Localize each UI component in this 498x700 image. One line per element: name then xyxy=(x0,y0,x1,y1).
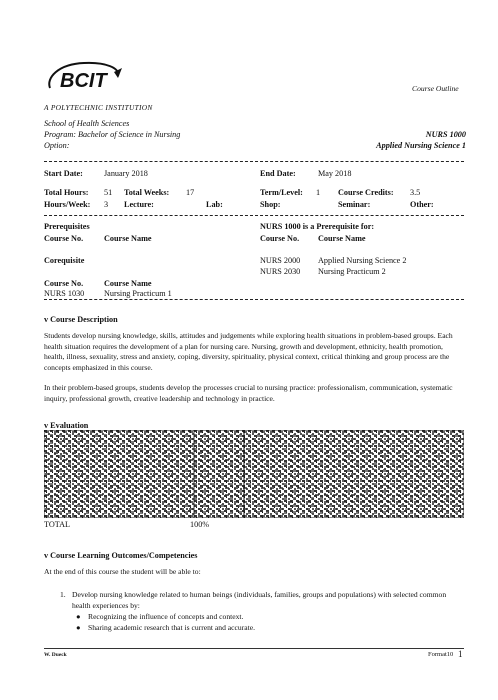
prereq-col-course-name: Course Name xyxy=(104,234,152,243)
list-item: NURS 2000 xyxy=(260,256,301,265)
evaluation-table-scan-noise xyxy=(44,430,464,518)
school-name: School of Health Sciences xyxy=(44,119,130,128)
evaluation-total-label: TOTAL xyxy=(44,520,71,529)
list-item: Recognizing the influence of concepts and context. xyxy=(88,612,244,621)
svg-text:BCIT: BCIT xyxy=(60,70,107,92)
course-description-heading: v Course Description xyxy=(44,315,118,324)
prereq-col-course-no: Course No. xyxy=(44,234,84,243)
prerequisites-heading: Prerequisites xyxy=(44,222,90,231)
list-item: Applied Nursing Science 2 xyxy=(318,256,407,265)
term-level-value: 1 xyxy=(316,188,321,197)
footer-rule xyxy=(44,648,464,649)
coreq-col-course-no: Course No. xyxy=(44,279,84,288)
shop-label: Shop: xyxy=(260,200,281,209)
course-description-paragraph-2: In their problem-based groups, students develop the processes crucial to nursing practice: professionalism, communication, systematic inquiry, professional growth, creative leadership and technology in practice. xyxy=(44,383,453,403)
doc-type: Course Outline xyxy=(412,84,459,93)
evaluation-heading: v Evaluation xyxy=(44,421,89,430)
total-weeks-label: Total Weeks: xyxy=(124,188,170,197)
footer-format: Format10 xyxy=(428,651,454,658)
hours-week-label: Hours/Week: xyxy=(44,200,91,209)
outcome-number: 1. xyxy=(60,590,66,599)
outcome-text: Develop nursing knowledge related to human beings (individuals, families, groups and populations) with selected common health experiences by: xyxy=(72,590,447,610)
lab-label: Lab: xyxy=(206,200,223,209)
start-date-value: January 2018 xyxy=(104,169,148,178)
prereq-for-col-course-no: Course No. xyxy=(260,234,300,243)
seminar-label: Seminar: xyxy=(338,200,371,209)
option-label: Option: xyxy=(44,141,70,150)
course-credits-label: Course Credits: xyxy=(338,188,394,197)
bullet-icon: ● xyxy=(76,623,81,632)
bcit-logo xyxy=(44,58,124,102)
course-description-paragraph: Students develop nursing knowledge, skills, attitudes and judgements while exploring health situations in problem-based groups. Each health situation requires the development of a plan for nursing care. Nursing, growth and development, ethnicity, health promotion, health, illness, sexuality, stress and anxiety, coping, diversity, spirituality, physical context, critical thinking and group process are the concepts emphasized in this course. xyxy=(44,331,453,372)
hours-week-value: 3 xyxy=(104,200,109,209)
start-date-label: Start Date: xyxy=(44,169,83,178)
footer-left: W. Dueck xyxy=(44,652,67,658)
divider xyxy=(44,299,464,300)
prereq-for-col-course-name: Course Name xyxy=(318,234,366,243)
evaluation-total-value: 100% xyxy=(190,520,210,529)
total-hours-value: 51 xyxy=(104,188,113,197)
list-item: Nursing Practicum 2 xyxy=(318,267,386,276)
bullet-icon: ● xyxy=(76,612,81,621)
prerequisite-for-heading: NURS 1000 is a Prerequisite for: xyxy=(260,222,375,231)
total-hours-label: Total Hours: xyxy=(44,188,89,197)
list-item: Sharing academic research that is current and accurate. xyxy=(88,623,255,632)
total-weeks-value: 17 xyxy=(186,188,195,197)
divider xyxy=(44,215,464,216)
course-credits-value: 3.5 xyxy=(410,188,421,197)
lecture-label: Lecture: xyxy=(124,200,154,209)
list-item: NURS 1030 xyxy=(44,289,85,298)
course-code: NURS 1000 xyxy=(425,130,466,139)
learning-outcomes-intro: At the end of this course the student will be able to: xyxy=(44,567,201,576)
page-number: 1 xyxy=(458,649,463,659)
program-name: Program: Bachelor of Science in Nursing xyxy=(44,130,181,139)
list-item: Nursing Practicum 1 xyxy=(104,289,172,298)
logo-tagline: A POLYTECHNIC INSTITUTION xyxy=(44,103,153,112)
end-date-value: May 2018 xyxy=(318,169,352,178)
divider xyxy=(44,161,464,162)
learning-outcomes-heading: v Course Learning Outcomes/Competencies xyxy=(44,551,198,560)
end-date-label: End Date: xyxy=(260,169,296,178)
corequisite-heading: Corequisite xyxy=(44,256,85,265)
term-level-label: Term/Level: xyxy=(260,188,303,197)
list-item: NURS 2030 xyxy=(260,267,301,276)
course-title: Applied Nursing Science 1 xyxy=(376,141,466,150)
coreq-col-course-name: Course Name xyxy=(104,279,152,288)
other-label: Other: xyxy=(410,200,434,209)
